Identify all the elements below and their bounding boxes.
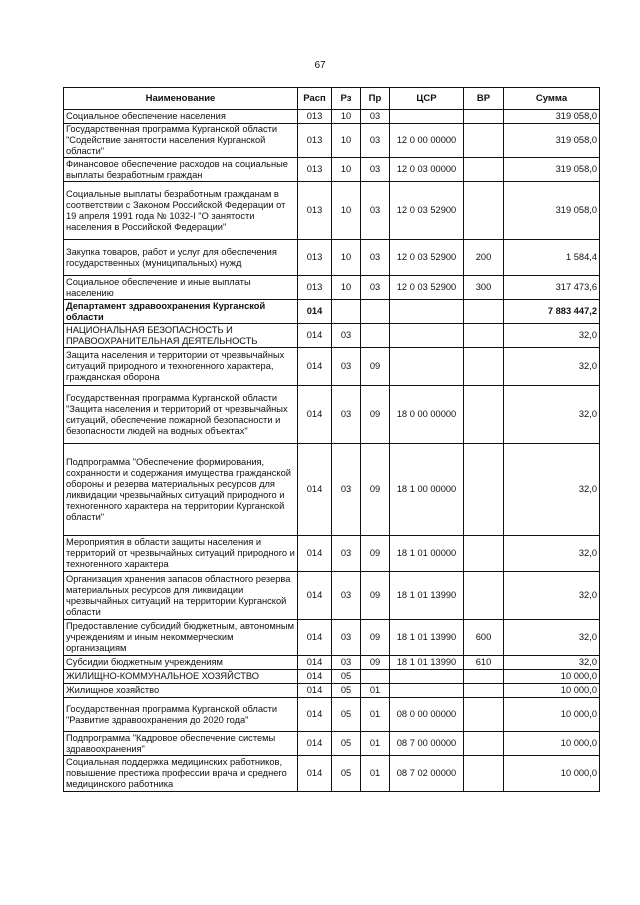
table-row <box>64 732 600 756</box>
cell-vr: 200 <box>464 240 504 276</box>
cell-rz: 05 <box>332 670 361 684</box>
cell-rz: 05 <box>332 732 361 756</box>
cell-csr <box>390 110 464 124</box>
cell-name: Предоставление субсидий бюджетным, автономным учреждениям и иным некоммерческим организациям <box>64 620 298 656</box>
cell-rz: 03 <box>332 348 361 386</box>
cell-sum: 10 000,0 <box>504 732 600 756</box>
cell-rz: 03 <box>332 620 361 656</box>
cell-pr: 09 <box>361 572 390 620</box>
cell-vr <box>464 684 504 698</box>
cell-pr <box>361 670 390 684</box>
cell-csr <box>390 300 464 324</box>
cell-sum: 7 883 447,2 <box>504 300 600 324</box>
cell-rasp: 014 <box>298 300 332 324</box>
cell-csr: 12 0 03 52900 <box>390 240 464 276</box>
table-row <box>64 158 600 182</box>
cell-csr: 18 1 00 00000 <box>390 444 464 536</box>
table-row <box>64 698 600 732</box>
cell-rz: 03 <box>332 386 361 444</box>
cell-rasp: 014 <box>298 756 332 792</box>
page-number: 67 <box>314 60 326 71</box>
cell-rasp: 014 <box>298 656 332 670</box>
cell-name: Подпрограмма "Обеспечение формирования, сохранности и содержания имущества гражданской обороны и резерва материальных ресурсов для ликвидации чрезвычайных ситуаций природного и техногенного характера на территории Курганской области" <box>64 444 298 536</box>
cell-rasp: 014 <box>298 684 332 698</box>
cell-vr <box>464 324 504 348</box>
cell-name: Социальные выплаты безработным гражданам в соответствии с Законом Российской Федерации от 19 апреля 1991 года № 1032-I "О занятости населения в Российской Федерации" <box>64 182 298 240</box>
cell-pr: 01 <box>361 684 390 698</box>
header-rasp: Расп <box>298 88 332 110</box>
cell-pr: 09 <box>361 620 390 656</box>
header-name: Наименование <box>64 88 298 110</box>
cell-rasp: 013 <box>298 276 332 300</box>
table-row <box>64 348 600 386</box>
cell-sum: 10 000,0 <box>504 698 600 732</box>
table-row <box>64 684 600 698</box>
cell-pr: 09 <box>361 444 390 536</box>
cell-sum: 32,0 <box>504 324 600 348</box>
cell-pr: 03 <box>361 110 390 124</box>
cell-rasp: 013 <box>298 124 332 158</box>
cell-vr <box>464 756 504 792</box>
cell-pr <box>361 300 390 324</box>
cell-sum: 10 000,0 <box>504 684 600 698</box>
cell-csr: 18 1 01 13990 <box>390 620 464 656</box>
table-row <box>64 386 600 444</box>
cell-csr: 08 0 00 00000 <box>390 698 464 732</box>
cell-name: Государственная программа Курганской области "Содействие занятости населения Курганской области" <box>64 124 298 158</box>
cell-rasp: 014 <box>298 324 332 348</box>
table-row <box>64 182 600 240</box>
cell-name: Подпрограмма "Кадровое обеспечение системы здравоохранения" <box>64 732 298 756</box>
cell-rasp: 014 <box>298 698 332 732</box>
cell-vr <box>464 444 504 536</box>
cell-csr <box>390 348 464 386</box>
cell-vr: 600 <box>464 620 504 656</box>
cell-sum: 319 058,0 <box>504 158 600 182</box>
table-row <box>64 656 600 670</box>
cell-rasp: 014 <box>298 536 332 572</box>
cell-vr <box>464 670 504 684</box>
header-csr: ЦСР <box>390 88 464 110</box>
cell-rasp: 014 <box>298 444 332 536</box>
cell-name: Социальная поддержка медицинских работников, повышение престижа профессии врача и среднего медицинского работника <box>64 756 298 792</box>
cell-name: НАЦИОНАЛЬНАЯ БЕЗОПАСНОСТЬ И ПРАВООХРАНИТЕЛЬНАЯ ДЕЯТЕЛЬНОСТЬ <box>64 324 298 348</box>
cell-csr: 08 7 02 00000 <box>390 756 464 792</box>
cell-csr: 12 0 00 00000 <box>390 124 464 158</box>
cell-pr: 09 <box>361 536 390 572</box>
cell-name: Финансовое обеспечение расходов на социальные выплаты безработным граждан <box>64 158 298 182</box>
cell-rasp: 013 <box>298 158 332 182</box>
cell-csr <box>390 670 464 684</box>
table-row <box>64 276 600 300</box>
cell-csr: 12 0 03 52900 <box>390 276 464 300</box>
cell-rasp: 014 <box>298 732 332 756</box>
cell-sum: 1 584,4 <box>504 240 600 276</box>
cell-rz: 03 <box>332 572 361 620</box>
cell-rz: 05 <box>332 684 361 698</box>
cell-sum: 319 058,0 <box>504 124 600 158</box>
budget-table <box>63 87 600 792</box>
cell-csr <box>390 324 464 348</box>
table-row <box>64 670 600 684</box>
cell-pr: 09 <box>361 656 390 670</box>
cell-rz: 10 <box>332 182 361 240</box>
cell-sum: 32,0 <box>504 572 600 620</box>
cell-name: Жилищное хозяйство <box>64 684 298 698</box>
cell-rasp: 014 <box>298 572 332 620</box>
table-row <box>64 756 600 792</box>
cell-csr: 12 0 03 52900 <box>390 182 464 240</box>
table-row <box>64 124 600 158</box>
table-row <box>64 620 600 656</box>
cell-vr <box>464 698 504 732</box>
cell-pr: 03 <box>361 124 390 158</box>
cell-vr <box>464 732 504 756</box>
cell-vr <box>464 110 504 124</box>
cell-name: Мероприятия в области защиты населения и территорий от чрезвычайных ситуаций природного и техногенного характера <box>64 536 298 572</box>
cell-sum: 32,0 <box>504 444 600 536</box>
cell-rz: 03 <box>332 324 361 348</box>
cell-name: Социальное обеспечение населения <box>64 110 298 124</box>
cell-pr: 03 <box>361 158 390 182</box>
cell-sum: 10 000,0 <box>504 756 600 792</box>
cell-vr <box>464 182 504 240</box>
cell-vr <box>464 386 504 444</box>
cell-rasp: 014 <box>298 620 332 656</box>
cell-vr <box>464 536 504 572</box>
cell-rasp: 014 <box>298 348 332 386</box>
cell-rasp: 014 <box>298 670 332 684</box>
cell-name: Субсидии бюджетным учреждениям <box>64 656 298 670</box>
cell-name: Закупка товаров, работ и услуг для обеспечения государственных (муниципальных) нужд <box>64 240 298 276</box>
table-header-row <box>64 88 600 110</box>
cell-rasp: 013 <box>298 240 332 276</box>
header-sum: Сумма <box>504 88 600 110</box>
cell-sum: 317 473,6 <box>504 276 600 300</box>
cell-rz: 10 <box>332 110 361 124</box>
cell-rasp: 013 <box>298 110 332 124</box>
cell-rz: 10 <box>332 276 361 300</box>
cell-csr: 18 1 01 13990 <box>390 656 464 670</box>
table-row <box>64 444 600 536</box>
table-row <box>64 110 600 124</box>
cell-pr: 01 <box>361 732 390 756</box>
cell-vr <box>464 348 504 386</box>
cell-sum: 32,0 <box>504 536 600 572</box>
table-body <box>64 110 600 792</box>
cell-vr <box>464 158 504 182</box>
cell-name: Государственная программа Курганской области "Развитие здравоохранения до 2020 года" <box>64 698 298 732</box>
cell-pr: 01 <box>361 756 390 792</box>
table-row <box>64 536 600 572</box>
cell-name: Защита населения и территории от чрезвычайных ситуаций природного и техногенного характера, гражданская оборона <box>64 348 298 386</box>
cell-rz: 03 <box>332 656 361 670</box>
cell-sum: 32,0 <box>504 348 600 386</box>
cell-rz: 10 <box>332 158 361 182</box>
table-row <box>64 324 600 348</box>
cell-sum: 10 000,0 <box>504 670 600 684</box>
cell-name: Организация хранения запасов областного резерва материальных ресурсов для ликвидации чрезвычайных ситуаций на территории Курганской области <box>64 572 298 620</box>
cell-csr: 12 0 03 00000 <box>390 158 464 182</box>
cell-vr <box>464 124 504 158</box>
table-row <box>64 300 600 324</box>
cell-csr: 08 7 00 00000 <box>390 732 464 756</box>
cell-rz: 03 <box>332 444 361 536</box>
cell-rz: 10 <box>332 124 361 158</box>
cell-csr: 18 1 01 00000 <box>390 536 464 572</box>
table-row <box>64 572 600 620</box>
cell-sum: 32,0 <box>504 656 600 670</box>
cell-vr <box>464 572 504 620</box>
cell-sum: 32,0 <box>504 620 600 656</box>
header-rz: Рз <box>332 88 361 110</box>
cell-pr: 09 <box>361 386 390 444</box>
cell-rasp: 014 <box>298 386 332 444</box>
cell-pr <box>361 324 390 348</box>
cell-name: Социальное обеспечение и иные выплаты населению <box>64 276 298 300</box>
cell-pr: 03 <box>361 182 390 240</box>
cell-csr: 18 0 00 00000 <box>390 386 464 444</box>
cell-name: ЖИЛИЩНО-КОММУНАЛЬНОЕ ХОЗЯЙСТВО <box>64 670 298 684</box>
cell-pr: 09 <box>361 348 390 386</box>
cell-rz: 03 <box>332 536 361 572</box>
cell-vr <box>464 300 504 324</box>
cell-name: Государственная программа Курганской области "Защита населения и территорий от чрезвычайных ситуаций, обеспечение пожарной безопасности и безопасности людей на водных объектах" <box>64 386 298 444</box>
header-vr: ВР <box>464 88 504 110</box>
cell-sum: 32,0 <box>504 386 600 444</box>
table-row <box>64 240 600 276</box>
cell-rz: 05 <box>332 698 361 732</box>
cell-pr: 03 <box>361 276 390 300</box>
cell-vr: 300 <box>464 276 504 300</box>
header-pr: Пр <box>361 88 390 110</box>
cell-vr: 610 <box>464 656 504 670</box>
cell-pr: 03 <box>361 240 390 276</box>
cell-rz <box>332 300 361 324</box>
cell-pr: 01 <box>361 698 390 732</box>
cell-sum: 319 058,0 <box>504 182 600 240</box>
cell-name: Департамент здравоохранения Курганской области <box>64 300 298 324</box>
cell-csr <box>390 684 464 698</box>
cell-sum: 319 058,0 <box>504 110 600 124</box>
cell-csr: 18 1 01 13990 <box>390 572 464 620</box>
cell-rz: 05 <box>332 756 361 792</box>
cell-rasp: 013 <box>298 182 332 240</box>
cell-rz: 10 <box>332 240 361 276</box>
